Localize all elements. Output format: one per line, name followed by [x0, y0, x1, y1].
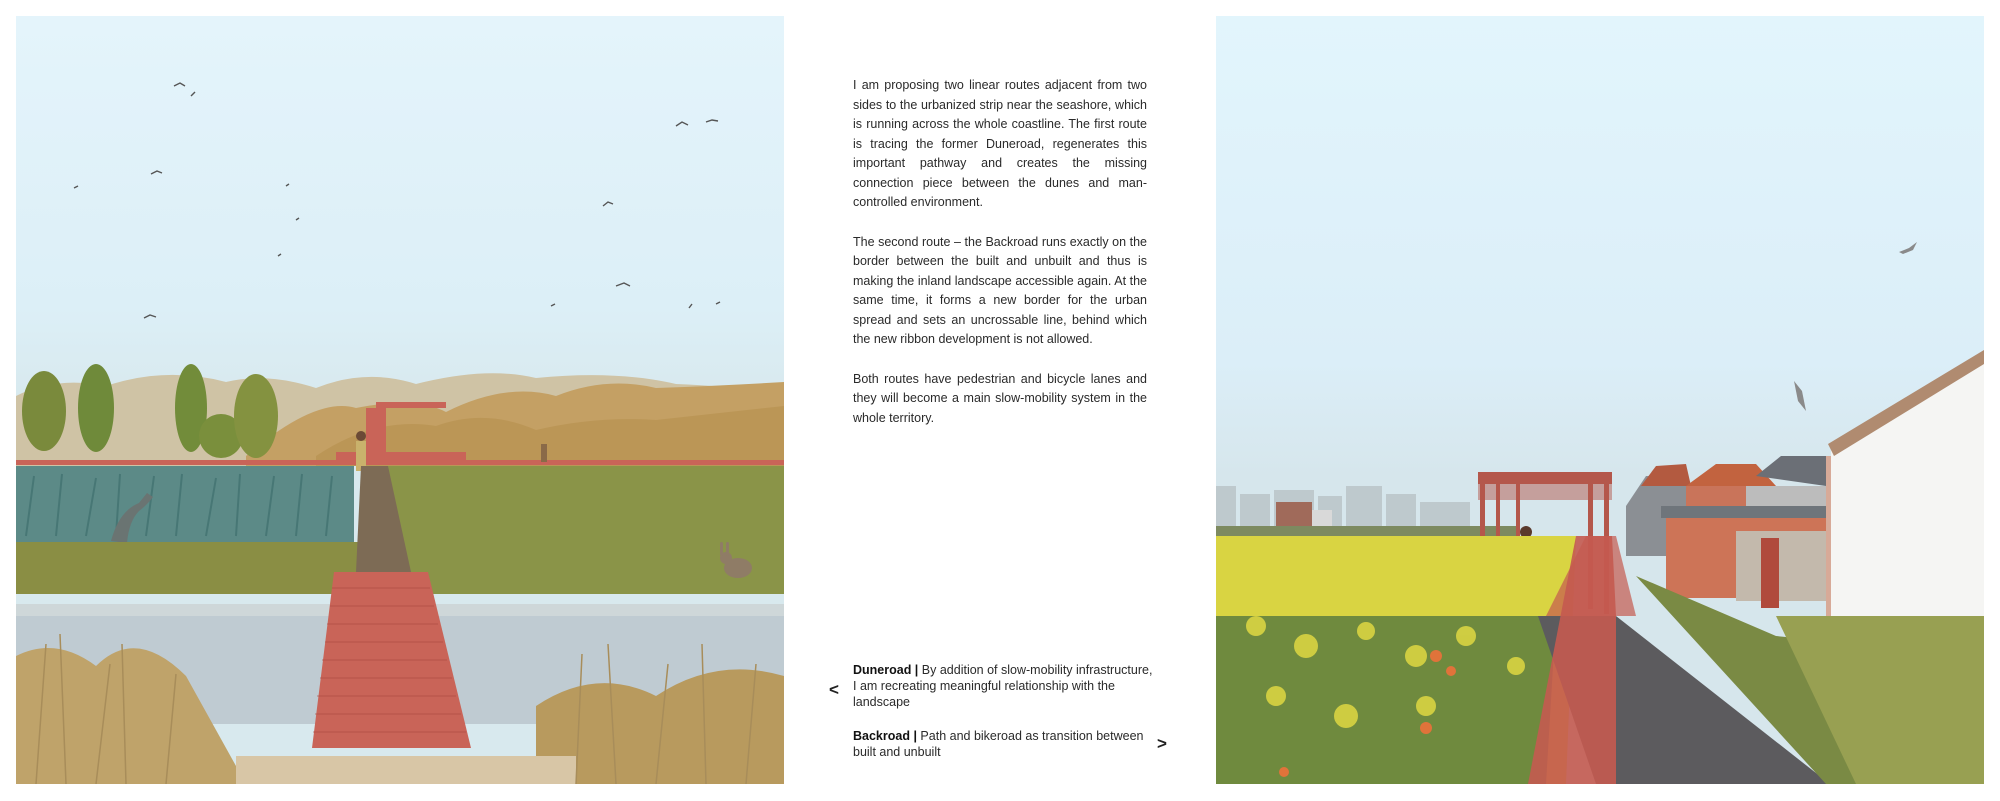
birds [1794, 242, 1917, 411]
description-text [853, 76, 1147, 448]
paragraph-backroad: The second route – the Backroad runs exactly on the border between the built and unbuilt and thus is making the inland landscape accessible again. At the same time, it forms a new border for the urban spread and sets an uncrossable line, behind which the new ribbon development is not allowed. [853, 234, 1147, 346]
caption-backroad-title: Backroad | [853, 729, 917, 743]
previous-arrow-button[interactable]: < [829, 680, 839, 699]
caption-backroad [853, 728, 1153, 760]
caption-duneroad-text: By addition of slow-mobility infrastructure, I am recreating meaningful relationship with the landscape [853, 663, 1153, 709]
backroad-visualization [1216, 16, 1984, 784]
paragraph-routes: I am proposing two linear routes adjacent from two sides to the urbanized strip near the seashore, which is running across the whole coastline. The first route is tracing the former Duneroad, regenerates this important pathway and creates the missing connection piece between the dunes and man-controlled environment. [853, 78, 1147, 209]
birds [74, 83, 720, 318]
paragraph-slow-mobility: Both routes have pedestrian and bicycle lanes and they will become a main slow-mobility system in the whole territory. [853, 371, 1147, 425]
caption-duneroad-title: Duneroad | [853, 663, 919, 677]
next-arrow-button[interactable]: > [1157, 734, 1167, 753]
duneroad-visualization [16, 16, 784, 784]
caption-backroad-text: Path and bikeroad as transition between built and unbuilt [853, 729, 1144, 759]
caption-duneroad [853, 662, 1153, 710]
captions [853, 662, 1153, 778]
